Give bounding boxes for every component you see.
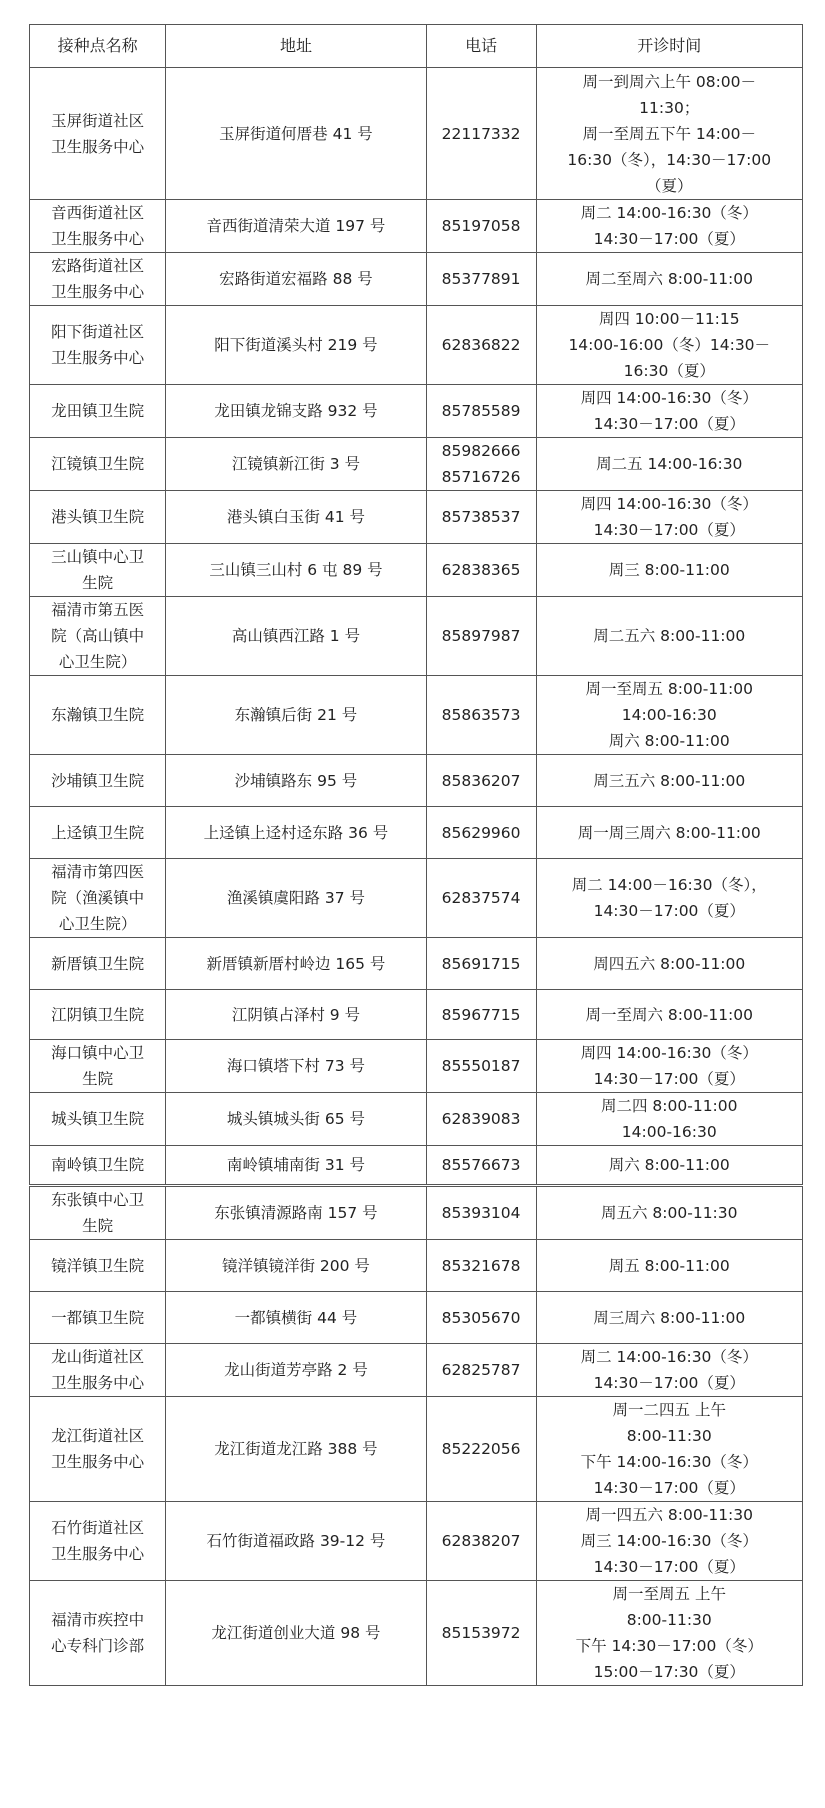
address-cell: 新厝镇新厝村岭边 165 号 (166, 938, 426, 990)
address-cell: 宏路街道宏福路 88 号 (166, 253, 426, 306)
phone-cell: 85691715 (426, 938, 536, 990)
hours-cell: 周二至周六 8:00-11:00 (536, 253, 803, 306)
address-cell: 玉屏街道何厝巷 41 号 (166, 68, 426, 200)
site-name-cell: 镜洋镇卫生院 (30, 1240, 166, 1292)
hours-cell: 周一二四五 上午 8:00-11:30 下午 14:00-16:30（冬） 14:30－17:00（夏） (536, 1397, 803, 1502)
phone-cell: 85863573 (426, 676, 536, 755)
phone-cell: 62825787 (426, 1344, 536, 1397)
address-cell: 东瀚镇后街 21 号 (166, 676, 426, 755)
site-name-cell: 一都镇卫生院 (30, 1292, 166, 1344)
site-name-cell: 上迳镇卫生院 (30, 807, 166, 859)
table-row (30, 200, 803, 253)
address-cell: 渔溪镇虞阳路 37 号 (166, 859, 426, 938)
phone-cell: 85393104 (426, 1186, 536, 1240)
table-row (30, 1344, 803, 1397)
address-cell: 江阴镇占泽村 9 号 (166, 990, 426, 1040)
site-name-cell: 福清市疾控中 心专科门诊部 (30, 1581, 166, 1686)
phone-cell: 62837574 (426, 859, 536, 938)
address-cell: 镜洋镇镜洋街 200 号 (166, 1240, 426, 1292)
table-row (30, 1186, 803, 1240)
table-row (30, 306, 803, 385)
phone-cell: 85305670 (426, 1292, 536, 1344)
hours-cell: 周五 8:00-11:00 (536, 1240, 803, 1292)
hours-cell: 周六 8:00-11:00 (536, 1146, 803, 1186)
site-name-cell: 玉屏街道社区 卫生服务中心 (30, 68, 166, 200)
address-cell: 一都镇横街 44 号 (166, 1292, 426, 1344)
hours-cell: 周二 14:00－16:30（冬）， 14:30－17:00（夏） (536, 859, 803, 938)
header-hours: 开诊时间 (536, 25, 803, 68)
site-name-cell: 江镜镇卫生院 (30, 438, 166, 491)
hours-cell: 周四 14:00-16:30（冬） 14:30－17:00（夏） (536, 1040, 803, 1093)
phone-cell: 85897987 (426, 597, 536, 676)
table-header-row (30, 25, 803, 68)
hours-cell: 周一至周六 8:00-11:00 (536, 990, 803, 1040)
address-cell: 龙山街道芳亭路 2 号 (166, 1344, 426, 1397)
address-cell: 龙江街道龙江路 388 号 (166, 1397, 426, 1502)
site-name-cell: 沙埔镇卫生院 (30, 755, 166, 807)
site-name-cell: 江阴镇卫生院 (30, 990, 166, 1040)
phone-cell: 85321678 (426, 1240, 536, 1292)
address-cell: 龙田镇龙锦支路 932 号 (166, 385, 426, 438)
hours-cell: 周二五 14:00-16:30 (536, 438, 803, 491)
phone-cell: 85629960 (426, 807, 536, 859)
site-name-cell: 龙山街道社区 卫生服务中心 (30, 1344, 166, 1397)
address-cell: 龙江街道创业大道 98 号 (166, 1581, 426, 1686)
hours-cell: 周一至周五 8:00-11:00 14:00-16:30 周六 8:00-11:00 (536, 676, 803, 755)
site-name-cell: 东瀚镇卫生院 (30, 676, 166, 755)
hours-cell: 周四五六 8:00-11:00 (536, 938, 803, 990)
table-row (30, 491, 803, 544)
hours-cell: 周一至周五 上午 8:00-11:30 下午 14:30－17:00（冬） 15:00－17:30（夏） (536, 1581, 803, 1686)
phone-cell: 85153972 (426, 1581, 536, 1686)
table-row (30, 859, 803, 938)
table-row (30, 938, 803, 990)
table-row (30, 807, 803, 859)
site-name-cell: 龙江街道社区 卫生服务中心 (30, 1397, 166, 1502)
hours-cell: 周四 14:00-16:30（冬） 14:30－17:00（夏） (536, 385, 803, 438)
site-name-cell: 港头镇卫生院 (30, 491, 166, 544)
address-cell: 上迳镇上迳村迳东路 36 号 (166, 807, 426, 859)
site-name-cell: 石竹街道社区 卫生服务中心 (30, 1502, 166, 1581)
address-cell: 石竹街道福政路 39-12 号 (166, 1502, 426, 1581)
hours-cell: 周二 14:00-16:30（冬） 14:30－17:00（夏） (536, 1344, 803, 1397)
phone-cell: 85197058 (426, 200, 536, 253)
site-name-cell: 东张镇中心卫 生院 (30, 1186, 166, 1240)
table-row (30, 438, 803, 491)
hours-cell: 周一四五六 8:00-11:30 周三 14:00-16:30（冬） 14:30－17:00（夏） (536, 1502, 803, 1581)
hours-cell: 周三周六 8:00-11:00 (536, 1292, 803, 1344)
site-name-cell: 三山镇中心卫 生院 (30, 544, 166, 597)
address-cell: 江镜镇新江街 3 号 (166, 438, 426, 491)
table-row (30, 1397, 803, 1502)
phone-cell: 85785589 (426, 385, 536, 438)
address-cell: 沙埔镇路东 95 号 (166, 755, 426, 807)
phone-cell: 85738537 (426, 491, 536, 544)
table-body (30, 68, 803, 1686)
table-row (30, 1146, 803, 1186)
site-name-cell: 海口镇中心卫 生院 (30, 1040, 166, 1093)
hours-cell: 周三 8:00-11:00 (536, 544, 803, 597)
site-name-cell: 新厝镇卫生院 (30, 938, 166, 990)
phone-cell: 85377891 (426, 253, 536, 306)
site-name-cell: 福清市第四医 院（渔溪镇中 心卫生院） (30, 859, 166, 938)
phone-cell: 62838207 (426, 1502, 536, 1581)
site-name-cell: 城头镇卫生院 (30, 1093, 166, 1146)
address-cell: 阳下街道溪头村 219 号 (166, 306, 426, 385)
address-cell: 南岭镇埔南街 31 号 (166, 1146, 426, 1186)
table-row (30, 544, 803, 597)
site-name-cell: 龙田镇卫生院 (30, 385, 166, 438)
hours-cell: 周五六 8:00-11:30 (536, 1186, 803, 1240)
site-name-cell: 南岭镇卫生院 (30, 1146, 166, 1186)
table-row (30, 1240, 803, 1292)
hours-cell: 周二五六 8:00-11:00 (536, 597, 803, 676)
table-row (30, 68, 803, 200)
table-row (30, 385, 803, 438)
hours-cell: 周一周三周六 8:00-11:00 (536, 807, 803, 859)
address-cell: 港头镇白玉街 41 号 (166, 491, 426, 544)
hours-cell: 周一到周六上午 08:00－ 11:30； 周一至周五下午 14:00－ 16:30（冬），14:30－17:00 （夏） (536, 68, 803, 200)
site-name-cell: 宏路街道社区 卫生服务中心 (30, 253, 166, 306)
phone-cell: 85967715 (426, 990, 536, 1040)
phone-cell: 85222056 (426, 1397, 536, 1502)
site-name-cell: 阳下街道社区 卫生服务中心 (30, 306, 166, 385)
table-row (30, 755, 803, 807)
table-row (30, 253, 803, 306)
phone-cell: 62836822 (426, 306, 536, 385)
header-phone: 电话 (426, 25, 536, 68)
phone-cell: 62838365 (426, 544, 536, 597)
table-row (30, 1292, 803, 1344)
hours-cell: 周二 14:00-16:30（冬） 14:30－17:00（夏） (536, 200, 803, 253)
table-row (30, 676, 803, 755)
table-row (30, 1581, 803, 1686)
vaccination-sites-table (29, 24, 803, 1686)
address-cell: 东张镇清源路南 157 号 (166, 1186, 426, 1240)
phone-cell: 62839083 (426, 1093, 536, 1146)
address-cell: 音西街道清荣大道 197 号 (166, 200, 426, 253)
table-row (30, 1093, 803, 1146)
header-site-name: 接种点名称 (30, 25, 166, 68)
address-cell: 海口镇塔下村 73 号 (166, 1040, 426, 1093)
phone-cell: 22117332 (426, 68, 536, 200)
site-name-cell: 福清市第五医 院（高山镇中 心卫生院） (30, 597, 166, 676)
phone-cell: 85836207 (426, 755, 536, 807)
hours-cell: 周三五六 8:00-11:00 (536, 755, 803, 807)
table-row (30, 1502, 803, 1581)
hours-cell: 周四 10:00－11:15 14:00-16:00（冬）14:30－ 16:30（夏） (536, 306, 803, 385)
vaccination-sites-sheet (29, 24, 803, 1686)
phone-cell: 85982666 85716726 (426, 438, 536, 491)
table-row (30, 990, 803, 1040)
hours-cell: 周四 14:00-16:30（冬） 14:30－17:00（夏） (536, 491, 803, 544)
address-cell: 高山镇西江路 1 号 (166, 597, 426, 676)
site-name-cell: 音西街道社区 卫生服务中心 (30, 200, 166, 253)
table-row (30, 1040, 803, 1093)
phone-cell: 85576673 (426, 1146, 536, 1186)
phone-cell: 85550187 (426, 1040, 536, 1093)
address-cell: 三山镇三山村 6 屯 89 号 (166, 544, 426, 597)
address-cell: 城头镇城头街 65 号 (166, 1093, 426, 1146)
hours-cell: 周二四 8:00-11:00 14:00-16:30 (536, 1093, 803, 1146)
header-address: 地址 (166, 25, 426, 68)
table-row (30, 597, 803, 676)
